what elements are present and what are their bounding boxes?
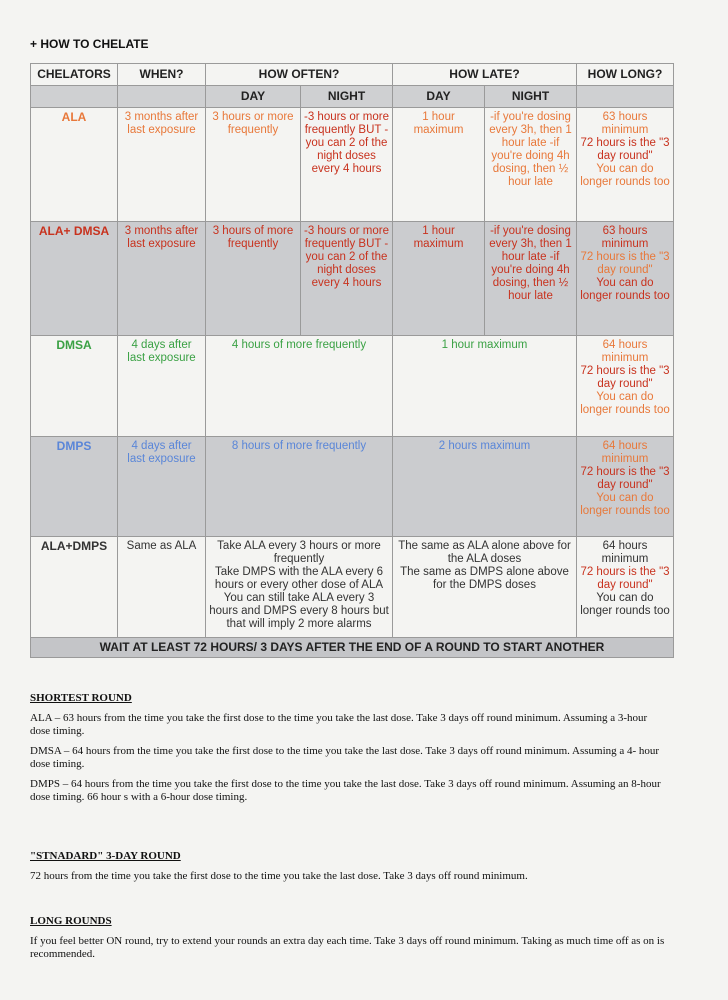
standard-round-section	[30, 850, 670, 890]
subheader-late-night: NIGHT	[485, 86, 577, 108]
table-row-ala	[31, 108, 674, 222]
how-long-standard: 72 hours is the "3 day round"	[580, 251, 670, 276]
how-long-cell	[577, 108, 674, 222]
header-when: WHEN?	[118, 64, 206, 86]
how-long-standard: 72 hours is the "3 day round"	[580, 365, 670, 390]
table-row-ala-dmps	[31, 537, 674, 638]
how-long-min: 64 hours minimum	[601, 339, 649, 364]
often-night-cell: -3 hours or more frequently BUT -you can 2 of the night doses every 4 hours	[301, 222, 393, 336]
subheader-row	[31, 86, 674, 108]
chelator-name: DMPS	[31, 437, 118, 537]
chelator-name: DMSA	[31, 336, 118, 437]
shortest-round-section	[30, 692, 670, 811]
often-night-cell: -3 hours or more frequently BUT -you can 2 of the night doses every 4 hours	[301, 108, 393, 222]
subheader-often-day: DAY	[206, 86, 301, 108]
how-long-cell	[577, 336, 674, 437]
when-cell: Same as ALA	[118, 537, 206, 638]
page-heading: + HOW TO CHELATE	[30, 37, 149, 51]
section-title: "STNADARD" 3-DAY ROUND	[30, 850, 181, 862]
chelation-table	[30, 63, 674, 658]
subheader-blank	[118, 86, 206, 108]
late-day-cell: 1 hour maximum	[393, 108, 485, 222]
header-how-long: HOW LONG?	[577, 64, 674, 86]
shortest-ala: ALA – 63 hours from the time you take the first dose to the time you take the last dose. Take 3 days off round minimum. Assuming a 3-hour dose timing.	[30, 712, 648, 737]
how-long-note: You can do longer rounds too	[580, 492, 670, 517]
section-title: LONG ROUNDS	[30, 915, 112, 927]
header-row	[31, 64, 674, 86]
how-long-cell	[577, 437, 674, 537]
shortest-dmps: DMPS – 64 hours from the time you take the first dose to the time you take the last dose. Take 3 days off round minimum. Assuming an 8-hour dose timing. 66 hour s with a 6-hour dose timing.	[30, 778, 661, 803]
how-long-standard: 72 hours is the "3 day round"	[580, 137, 670, 162]
table-row-dmps	[31, 437, 674, 537]
how-long-note: You can do longer rounds too	[580, 277, 670, 302]
late-cell: 2 hours maximum	[393, 437, 577, 537]
how-long-note: You can do longer rounds too	[580, 391, 670, 416]
how-long-note: You can do longer rounds too	[580, 163, 670, 188]
when-cell: 4 days after last exposure	[118, 437, 206, 537]
how-long-min: 64 hours minimum	[601, 540, 649, 565]
late-night-cell: -if you're dosing every 3h, then 1 hour late -if you're doing 4h dosing, then ½ hour late	[485, 222, 577, 336]
late-day-cell: 1 hour maximum	[393, 222, 485, 336]
long-text: If you feel better ON round, try to extend your rounds an extra day each time. Take 3 days off round minimum. Taking as much time off as on is recommended.	[30, 935, 665, 960]
when-cell: 3 months after last exposure	[118, 222, 206, 336]
table-row-ala-dmsa	[31, 222, 674, 336]
chelator-name: ALA+DMPS	[31, 537, 118, 638]
wait-row	[31, 638, 674, 658]
when-cell: 3 months after last exposure	[118, 108, 206, 222]
table-row-dmsa	[31, 336, 674, 437]
shortest-dmsa: DMSA – 64 hours from the time you take the first dose to the time you take the last dose. Take 3 days off round minimum. Assuming a 4- hour dose timing.	[30, 745, 660, 770]
often-cell: 4 hours of more frequently	[206, 336, 393, 437]
subheader-blank	[577, 86, 674, 108]
often-day-cell: 3 hours of more frequently	[206, 222, 301, 336]
subheader-often-night: NIGHT	[301, 86, 393, 108]
late-night-cell: -if you're dosing every 3h, then 1 hour late -if you're doing 4h dosing, then ½ hour late	[485, 108, 577, 222]
often-day-cell: 3 hours or more frequently	[206, 108, 301, 222]
how-long-min: 63 hours minimum	[601, 111, 649, 136]
late-cell: The same as ALA alone above for the ALA doses The same as DMPS alone above for the DMPS doses	[393, 537, 577, 638]
chelator-name: ALA	[31, 108, 118, 222]
header-how-late: HOW LATE?	[393, 64, 577, 86]
how-long-cell	[577, 537, 674, 638]
how-long-standard: 72 hours is the "3 day round"	[580, 566, 670, 591]
wait-note: WAIT AT LEAST 72 HOURS/ 3 DAYS AFTER THE END OF A ROUND TO START ANOTHER	[31, 638, 674, 658]
header-chelators: CHELATORS	[31, 64, 118, 86]
standard-text: 72 hours from the time you take the first dose to the time you take the last dose. Take 3 days off round minimum.	[30, 870, 528, 882]
chelator-name: ALA+ DMSA	[31, 222, 118, 336]
long-rounds-section	[30, 915, 670, 968]
often-cell: Take ALA every 3 hours or more frequently Take DMPS with the ALA every 6 hours or every other dose of ALA You can still take ALA every 3 hours and DMPS every 8 hours but that will imply 2 more alarms	[206, 537, 393, 638]
when-cell: 4 days after last exposure	[118, 336, 206, 437]
how-long-note: You can do longer rounds too	[580, 592, 670, 617]
section-title: SHORTEST ROUND	[30, 692, 132, 704]
how-long-min: 63 hours minimum	[601, 225, 649, 250]
how-long-min: 64 hours minimum	[601, 440, 649, 465]
how-long-standard: 72 hours is the "3 day round"	[580, 466, 670, 491]
late-cell: 1 hour maximum	[393, 336, 577, 437]
header-how-often: HOW OFTEN?	[206, 64, 393, 86]
subheader-late-day: DAY	[393, 86, 485, 108]
often-cell: 8 hours of more frequently	[206, 437, 393, 537]
how-long-cell	[577, 222, 674, 336]
subheader-blank	[31, 86, 118, 108]
